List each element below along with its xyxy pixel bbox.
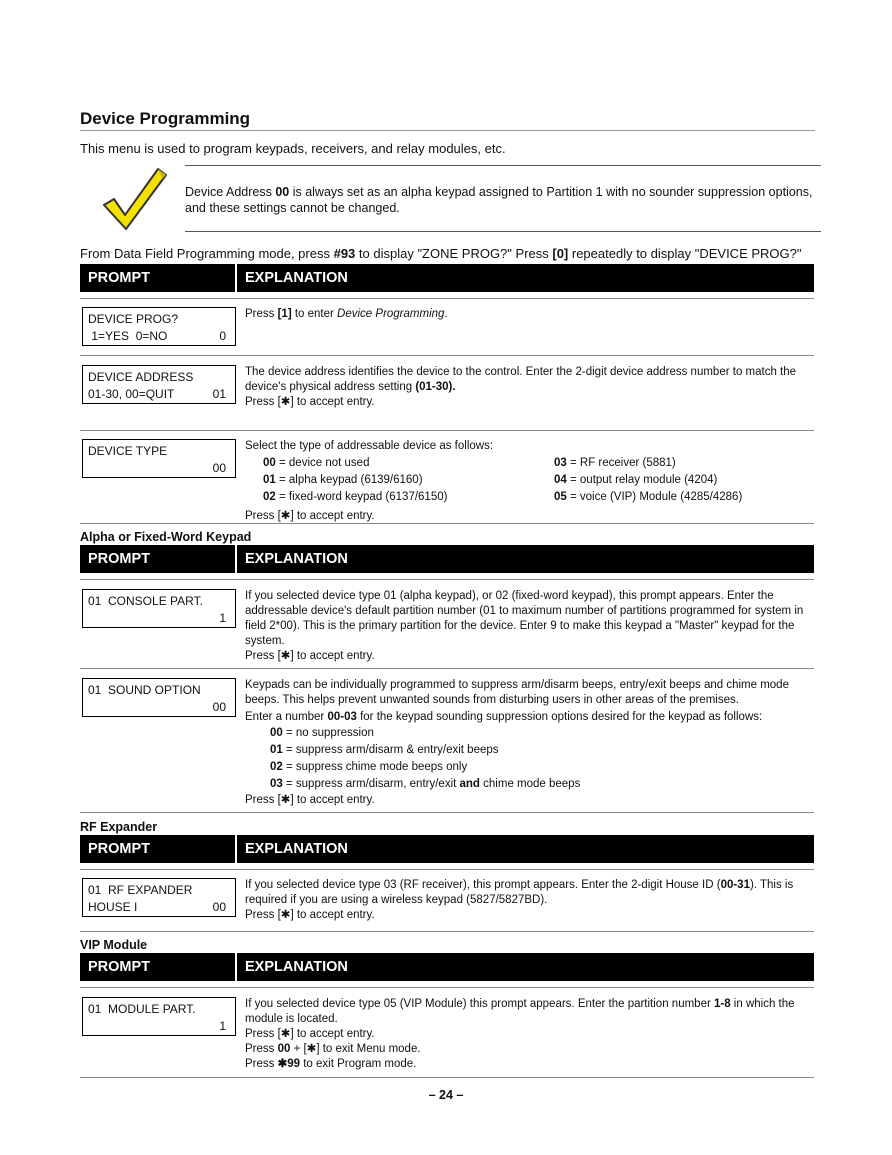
device-type-options-left [263, 455, 447, 506]
divider [80, 987, 814, 988]
sound-option-explanation: Keypads can be individually programmed to suppress arm/disarm beeps, entry/exit beeps and chime mode beeps. This helps prevent unwanted sounds from disturbing users in other areas of the premises. Enter a number 00-03 for the keypad sounding suppression options desired for the keypad as follows: 00 = no suppression 01 = suppress arm/disarm & entry/exit beeps 02 = suppress chime mode beeps only 03 = suppress arm/disarm, entry/exit and chime mode beeps Press [✱] to accept entry. [245, 678, 810, 808]
table-header: PROMPT EXPLANATION [80, 545, 814, 573]
header-separator [235, 264, 237, 292]
option-row: 02 = suppress chime mode beeps only [270, 761, 468, 773]
divider [80, 355, 814, 356]
table-header [80, 264, 814, 292]
device-address-prompt: DEVICE ADDRESS 01-30, 00=QUIT 01 [82, 365, 236, 404]
divider [80, 812, 814, 813]
sound-option-prompt: 01 SOUND OPTION 00 [82, 678, 236, 717]
checkmark-icon [100, 165, 170, 235]
note-text: Device Address 00 is always set as an alpha keypad assigned to Partition 1 with no sounder suppression options, and these settings cannot be changed. [185, 185, 813, 215]
divider [80, 931, 814, 932]
divider [80, 668, 814, 669]
table-header: PROMPT EXPLANATION [80, 953, 814, 981]
device-type-prompt: DEVICE TYPE 00 [82, 439, 236, 478]
section-heading-rf: RF Expander [80, 820, 158, 834]
section-heading-keypad: Alpha or Fixed-Word Keypad [80, 530, 252, 544]
table-header: PROMPT EXPLANATION [80, 835, 814, 863]
option-row: 03 = suppress arm/disarm, entry/exit and chime mode beeps [270, 778, 581, 790]
option-row: 01 = suppress arm/disarm & entry/exit beeps [270, 744, 499, 756]
instruction-line: From Data Field Programming mode, press #93 to display "ZONE PROG?" Press [0] repeatedly to display "DEVICE PROG?" [80, 246, 802, 261]
option-row: 00 = no suppression [270, 727, 374, 739]
console-part-explanation: If you selected device type 01 (alpha keypad), or 02 (fixed-word keypad), this prompt appears. Enter the addressable device's default partition number (01 to maximum number of partitions programmed for system in field 2*00). This is the primary partition for the device. Enter 9 to make this keypad a "Master" keypad for the system. Press [✱] to accept entry. [245, 590, 804, 662]
device-type-explanation: Select the type of addressable device as follows: 00 = device not used 01 = alpha keypad (6139/6160) 02 = fixed-word keypad (6137/6150) 03 = RF receiver (5881) 04 = output relay module (4204) 05 = voice (VIP) Module (4285/4286) Press [✱] to accept entry. [245, 440, 743, 522]
option-row: 04 = output relay module (4204) [554, 474, 718, 486]
intro-text: This menu is used to program keypads, receivers, and relay modules, etc. [80, 141, 506, 156]
device-prog-explanation: Press [1] to enter Device Programming. [245, 308, 448, 320]
divider [80, 579, 814, 580]
option-row: 03 = RF receiver (5881) [554, 457, 676, 469]
device-address-explanation: The device address identifies the device to the control. Enter the 2-digit device address number to match the device's physical address setting (01-30). Press [✱] to accept entry. [245, 366, 797, 408]
page-number: – 24 – [428, 1088, 464, 1102]
divider [80, 523, 814, 524]
option-row: 00 = device not used [263, 457, 370, 469]
explanation-header: EXPLANATION [245, 270, 348, 286]
device-type-options-right [554, 455, 742, 506]
section-heading-vip: VIP Module [80, 938, 148, 952]
prompt-header: PROMPT [88, 270, 151, 286]
title-divider [80, 130, 815, 131]
divider [80, 869, 814, 870]
sound-options-list [245, 725, 810, 793]
note-bottom-divider [185, 231, 821, 232]
device-prog-prompt: DEVICE PROG? 1=YES 0=NO 0 [82, 307, 236, 346]
option-row: 02 = fixed-word keypad (6137/6150) [263, 491, 448, 503]
option-row: 01 = alpha keypad (6139/6160) [263, 474, 423, 486]
rf-expander-explanation: If you selected device type 03 (RF receiver), this prompt appears. Enter the 2-digit House ID (00-31). This is required if you are using a wireless keypad (5827/5827BD). Press [✱] to accept entry. [245, 879, 794, 921]
module-part-prompt: 01 MODULE PART. 1 [82, 997, 236, 1036]
console-part-prompt: 01 CONSOLE PART. 1 [82, 589, 236, 628]
note-top-divider [185, 165, 821, 166]
option-row: 05 = voice (VIP) Module (4285/4286) [554, 491, 743, 503]
page-title: Device Programming [80, 109, 251, 128]
module-part-explanation: If you selected device type 05 (VIP Module) this prompt appears. Enter the partition number 1-8 in which the module is located. Press [✱] to accept entry. Press 00 + [✱] to exit Menu mode. Press ✱99 to exit Program mode. [245, 998, 795, 1070]
divider [80, 298, 814, 299]
divider [80, 430, 814, 431]
rf-expander-prompt: 01 RF EXPANDER HOUSE I 00 [82, 878, 236, 917]
divider [80, 1077, 814, 1078]
